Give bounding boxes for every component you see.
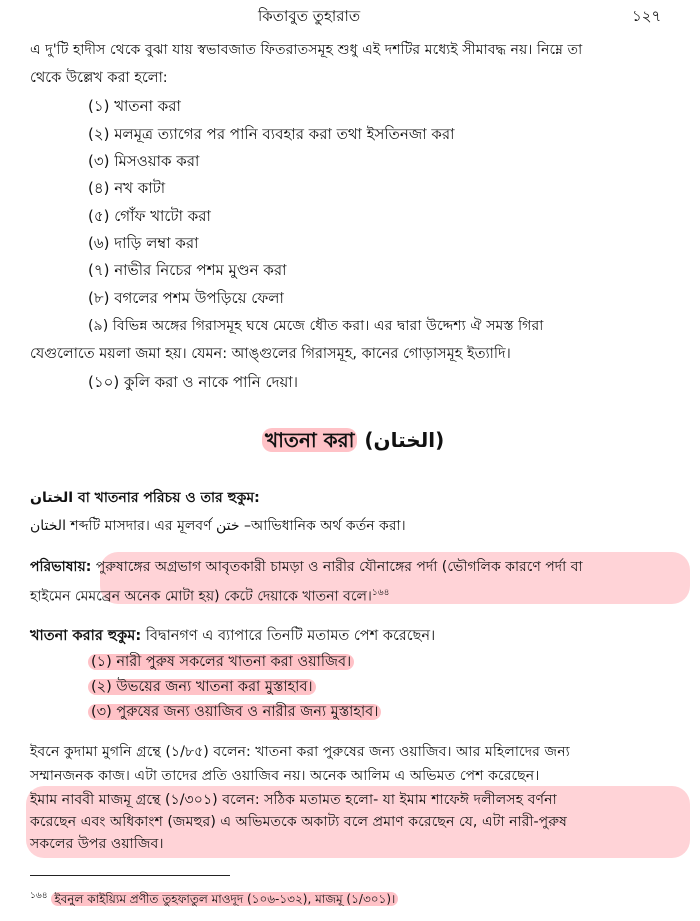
terminology-text-1: পুরুষাঙ্গের অগ্রভাগ আবৃতকারী চামড়া ও নারীর যৌনাঙ্গের পর্দা (ভৌগলিক কারণে পর্দা বা <box>95 559 583 575</box>
list-item: (৭) নাভীর নিচের পশম মুণ্ডন করা <box>88 261 287 279</box>
definition-root: ختن <box>216 518 240 534</box>
list-item: (২) মলমূত্র ত্যাগের পর পানি ব্যবহার করা তথা ইসতিনজা করা <box>88 125 455 143</box>
discussion-line-2: সম্মানজনক কাজ। এটা তাদের প্রতি ওয়াজিব নয়। অনেক আলিম এ অভিমত পেশ করেছেন। <box>30 768 540 784</box>
footnote <box>30 886 398 909</box>
discussion-line-4: করেছেন এবং অধিকাংশ (জমহুর) এ অভিমতকে অকাট্য বলে প্রমাণ করেছেন যে, এটা নারী-পুরুষ <box>30 814 567 830</box>
footnote-ref: ১৬৪ <box>371 588 390 598</box>
intro-line-2: থেকে উল্লেখ করা হলো: <box>30 70 168 86</box>
discussion-line-3: ইমাম নাববী মাজমূ গ্রন্থে (১/৩০১) বলেন: সঠিক মতামত হলো- যা ইমাম শাফেঈ দলীলসহ বর্ণনা <box>30 792 557 808</box>
list-item: (৩) মিসওয়াক করা <box>88 152 200 170</box>
section-title <box>262 426 444 454</box>
opinion-item <box>88 677 316 697</box>
opinion-item <box>88 652 354 672</box>
page-number: ১২৭ <box>632 7 662 25</box>
definition-heading-arabic: الختان <box>30 490 74 506</box>
list-item: (৫) গোঁফ খাটো করা <box>88 207 211 225</box>
ruling-label: খাতনা করার হুকুম: <box>30 628 142 644</box>
ruling-text: বিদ্বানগণ এ ব্যাপারে তিনটি মতামত পেশ করেছেন। <box>145 628 436 644</box>
section-title-arabic: (الختان) <box>364 428 445 452</box>
terminology-line-1 <box>30 557 583 577</box>
list-item: (৯) বিভিন্ন অঙ্গের গিরাসমূহ ঘষে মেজে ধৌত করা। এর দ্বারা উদ্দেশ্য ঐ সমস্ত গিরা <box>88 318 544 334</box>
list-item: (৬) দাড়ি লম্বা করা <box>88 234 199 252</box>
list-item: (১) খাতনা করা <box>88 97 181 115</box>
running-title: কিতাবুত তুহারাত <box>258 7 361 25</box>
definition-heading <box>30 488 260 508</box>
footnote-divider <box>30 875 230 876</box>
intro-line-1: এ দু'টি হাদীস থেকে বুঝা যায় স্বভাবজাত ফিতরাতসমূহ শুধু এই দশটির মধ্যেই সীমাবদ্ধ নয়। নিম্নে তা <box>30 42 583 58</box>
list-item: (৮) বগলের পশম উপড়িয়ে ফেলা <box>88 289 284 307</box>
definition-heading-text: বা খাতনার পরিচয় ও তার হুকুম: <box>77 490 260 506</box>
terminology-line-2 <box>30 583 389 607</box>
discussion-line-5: সকলের উপর ওয়াজিব। <box>30 836 164 852</box>
list-item: (১০) কুলি করা ও নাকে পানি দেয়া। <box>88 373 299 391</box>
definition-arabic-word: الختان <box>30 518 66 534</box>
section-title-text: খাতনা করা <box>262 428 357 452</box>
opinion-text: (১) নারী পুরুষ সকলের খাতনা করা ওয়াজিব। <box>88 654 354 670</box>
list-item-continuation: যেগুলোতে ময়লা জমা হয়। যেমন: আঙ্গুলের গিরাসমূহ, কানের গোড়াসমূহ ইত্যাদি। <box>30 346 511 362</box>
definition-text-2: –আভিধানিক অর্থ কর্তন করা। <box>244 518 406 534</box>
terminology-label: পরিভাষায়: <box>30 559 92 575</box>
footnote-text: ইবনুল কাইয়্যিম প্রণীত তুহফাতুল মাওদূদ (১০৬-১৩২), মাজমূ (১/৩০১)। <box>51 892 398 906</box>
terminology-text-2: হাইমেন মেমব্রেন অনেক মোটা হয়) কেটে দেয়াকে খাতনা বলে। <box>30 588 372 605</box>
list-item: (৪) নখ কাটা <box>88 179 166 197</box>
discussion-line-1: ইবনে কুদামা মুগনি গ্রন্থে (১/৮৫) বলেন: খাতনা করা পুরুষের জন্য ওয়াজিব। আর মহিলাদের জন্য <box>30 744 570 760</box>
definition-line <box>30 516 406 536</box>
definition-text-1: শব্দটি মাসদার। এর মূলবর্ণ <box>70 518 212 534</box>
ruling-line <box>30 626 435 646</box>
footnote-number: ১৬৪ <box>30 891 48 901</box>
opinion-text: (৩) পুরুষের জন্য ওয়াজিব ও নারীর জন্য মুস্তাহাব। <box>88 704 381 720</box>
opinion-text: (২) উভয়ের জন্য খাতনা করা মুস্তাহাব। <box>88 679 316 695</box>
opinion-item <box>88 702 381 722</box>
